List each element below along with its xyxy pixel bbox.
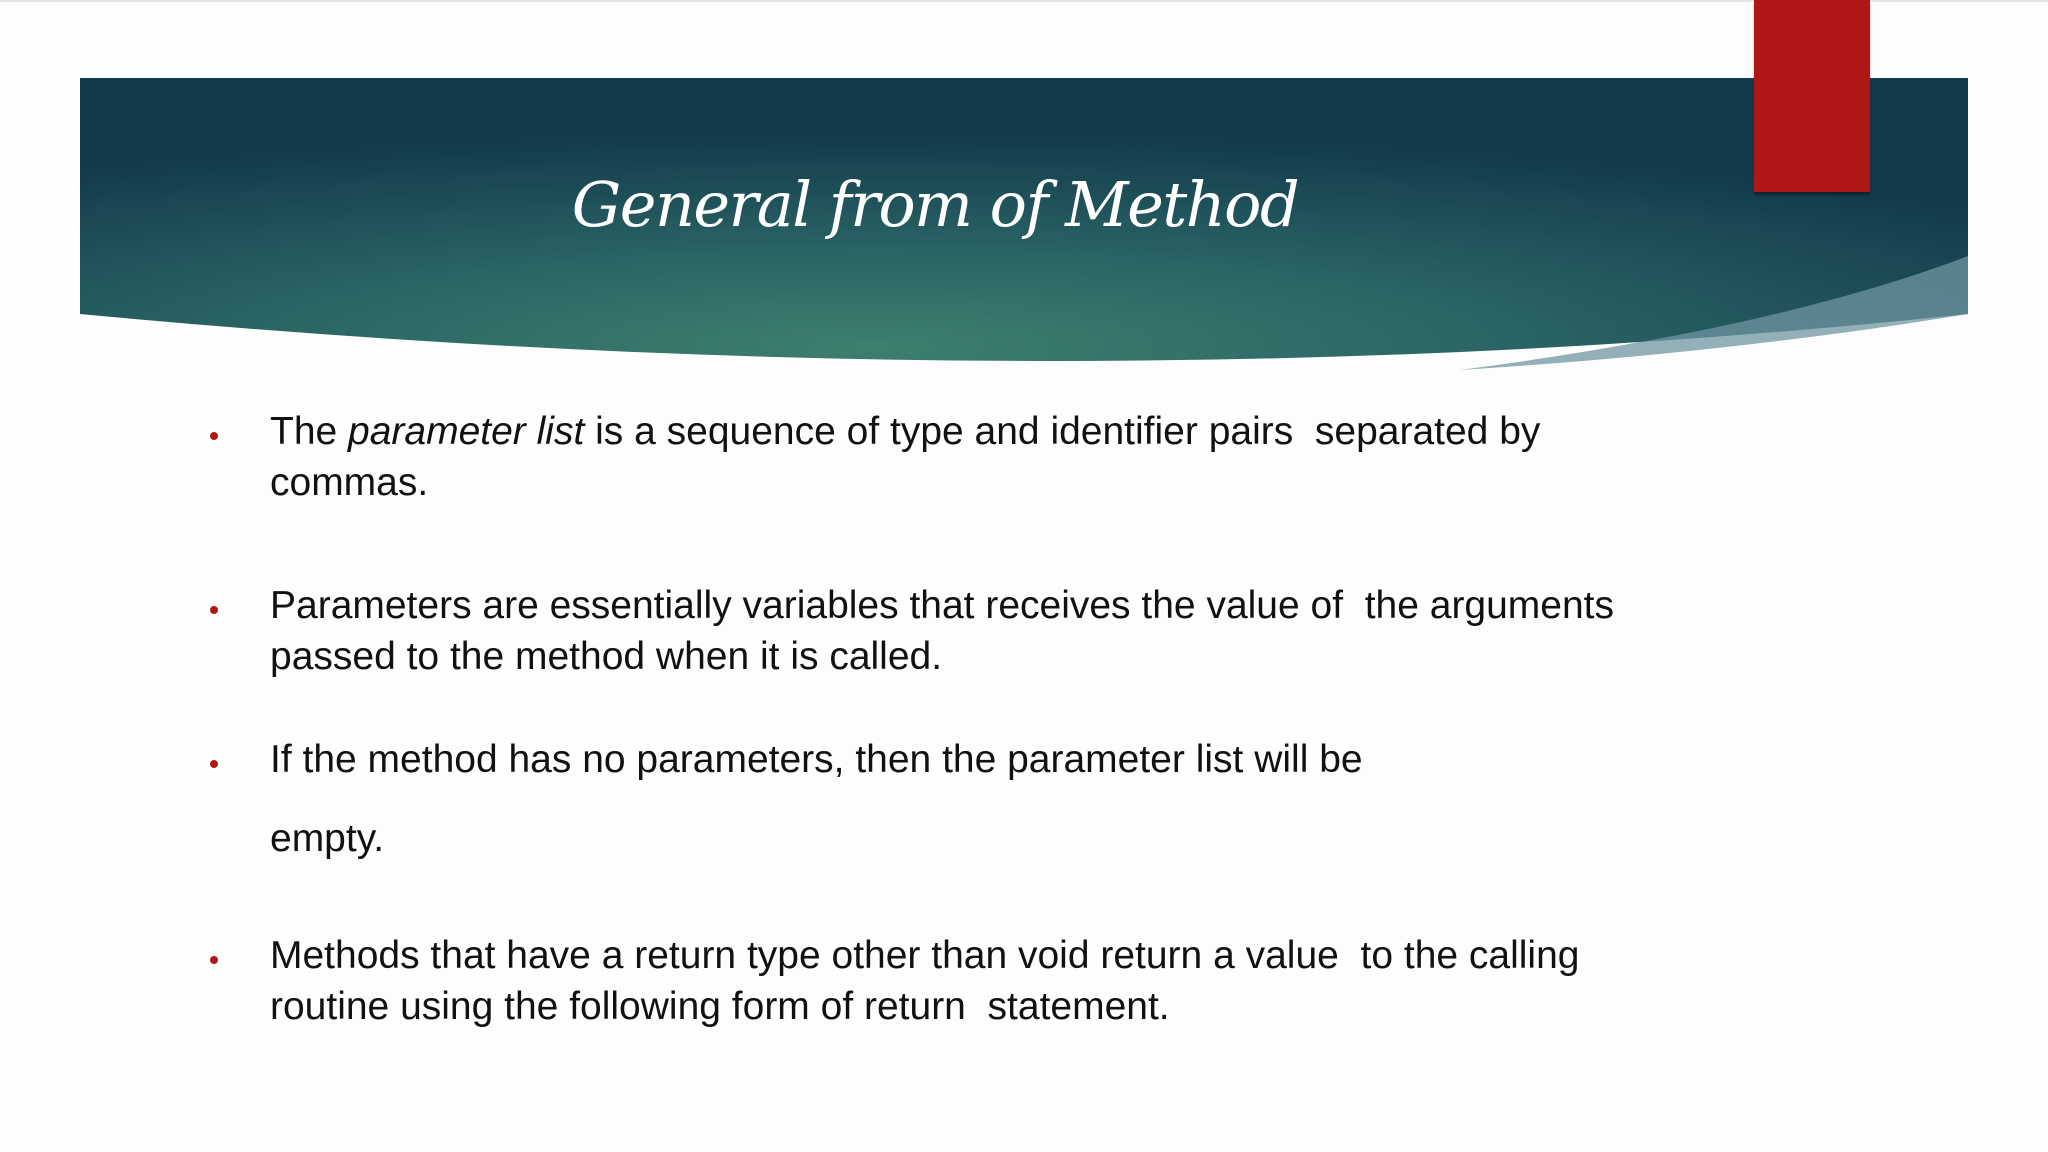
bullet-icon <box>210 606 218 614</box>
bullet-text <box>270 930 1830 1032</box>
bullet-icon <box>210 432 218 440</box>
bullet-text <box>270 406 1830 508</box>
bullet-text-line: passed to the method when it is called. <box>270 635 943 678</box>
bullet-icon <box>210 956 218 964</box>
bullet-text-line: Methods that have a return type other than void return a value to the calling <box>270 934 1580 977</box>
bullet-text-line: Parameters are essentially variables that receives the value of the arguments <box>270 584 1615 627</box>
bullet-text <box>270 734 1830 864</box>
slide-title: General from of Method <box>571 168 1299 241</box>
bullet-text-line: If the method has no parameters, then the parameter list will be <box>270 738 1363 781</box>
bullet-text-part: is a sequence of type and identifier pairs separated by <box>584 410 1541 453</box>
bullet-text <box>270 580 1830 682</box>
bullet-italic-term: parameter list <box>348 410 585 453</box>
bullet-text-line: empty. <box>270 817 385 860</box>
bullet-text-line: commas. <box>270 461 429 504</box>
bullet-text-line: routine using the following form of return statement. <box>270 985 1170 1028</box>
bullet-text-part: The <box>270 410 349 453</box>
bullet-icon <box>210 760 218 768</box>
